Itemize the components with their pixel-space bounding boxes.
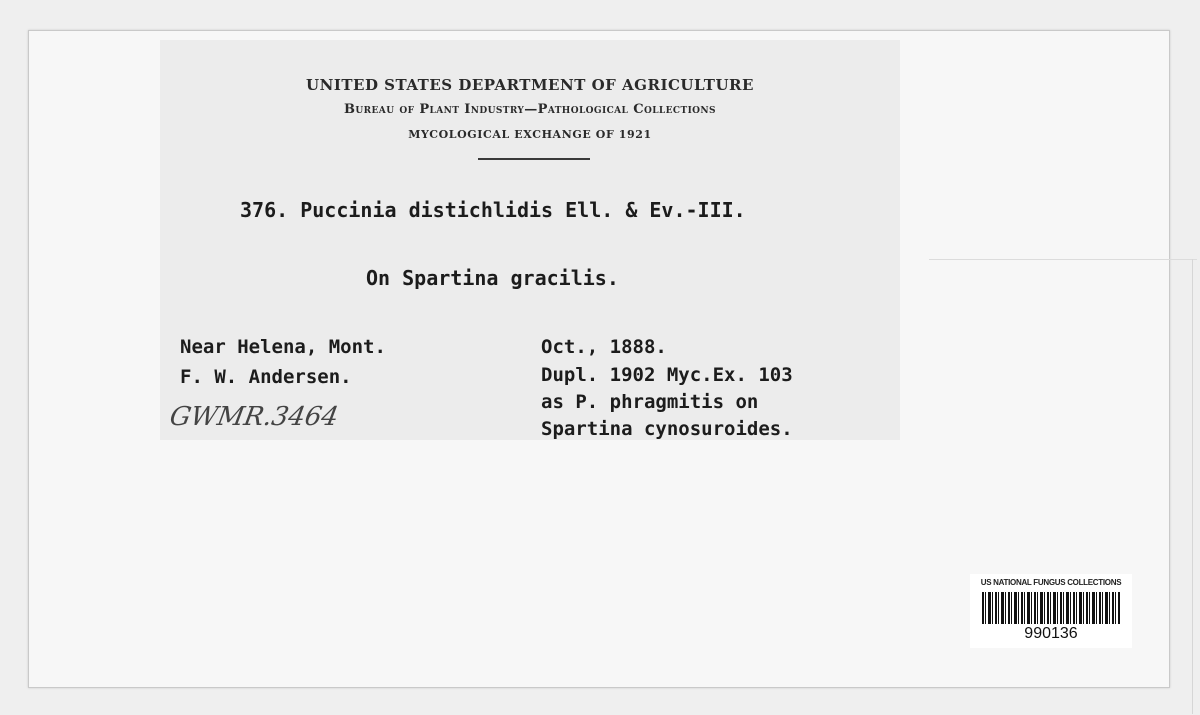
collector: F. W. Andersen. xyxy=(180,366,352,388)
envelope-flap-edge xyxy=(929,259,1197,260)
species-name: 376. Puccinia distichlidis Ell. & Ev.-III. xyxy=(240,198,746,222)
specimen-label xyxy=(160,40,900,440)
host-plant: On Spartina gracilis. xyxy=(366,266,619,290)
note-line-3: Spartina cynosuroides. xyxy=(541,418,793,440)
envelope-side-edge xyxy=(1192,259,1193,714)
header-bureau: Bureau of Plant Industry—Pathological Collections xyxy=(344,102,716,117)
barcode-label xyxy=(970,574,1132,648)
header-department: UNITED STATES DEPARTMENT OF AGRICULTURE xyxy=(306,76,754,94)
barcode-bars xyxy=(982,592,1120,624)
locality: Near Helena, Mont. xyxy=(180,336,386,358)
header-rule xyxy=(478,158,590,160)
barcode-number: 990136 xyxy=(1024,625,1078,642)
handwritten-accession: GWMR.3464 xyxy=(167,402,341,432)
barcode-title: US NATIONAL FUNGUS COLLECTIONS xyxy=(980,578,1122,587)
header-exchange: MYCOLOGICAL EXCHANGE OF 1921 xyxy=(408,128,652,141)
note-line-2: as P. phragmitis on xyxy=(541,391,759,413)
note-line-1: Dupl. 1902 Myc.Ex. 103 xyxy=(541,364,793,386)
collection-date: Oct., 1888. xyxy=(541,336,667,358)
